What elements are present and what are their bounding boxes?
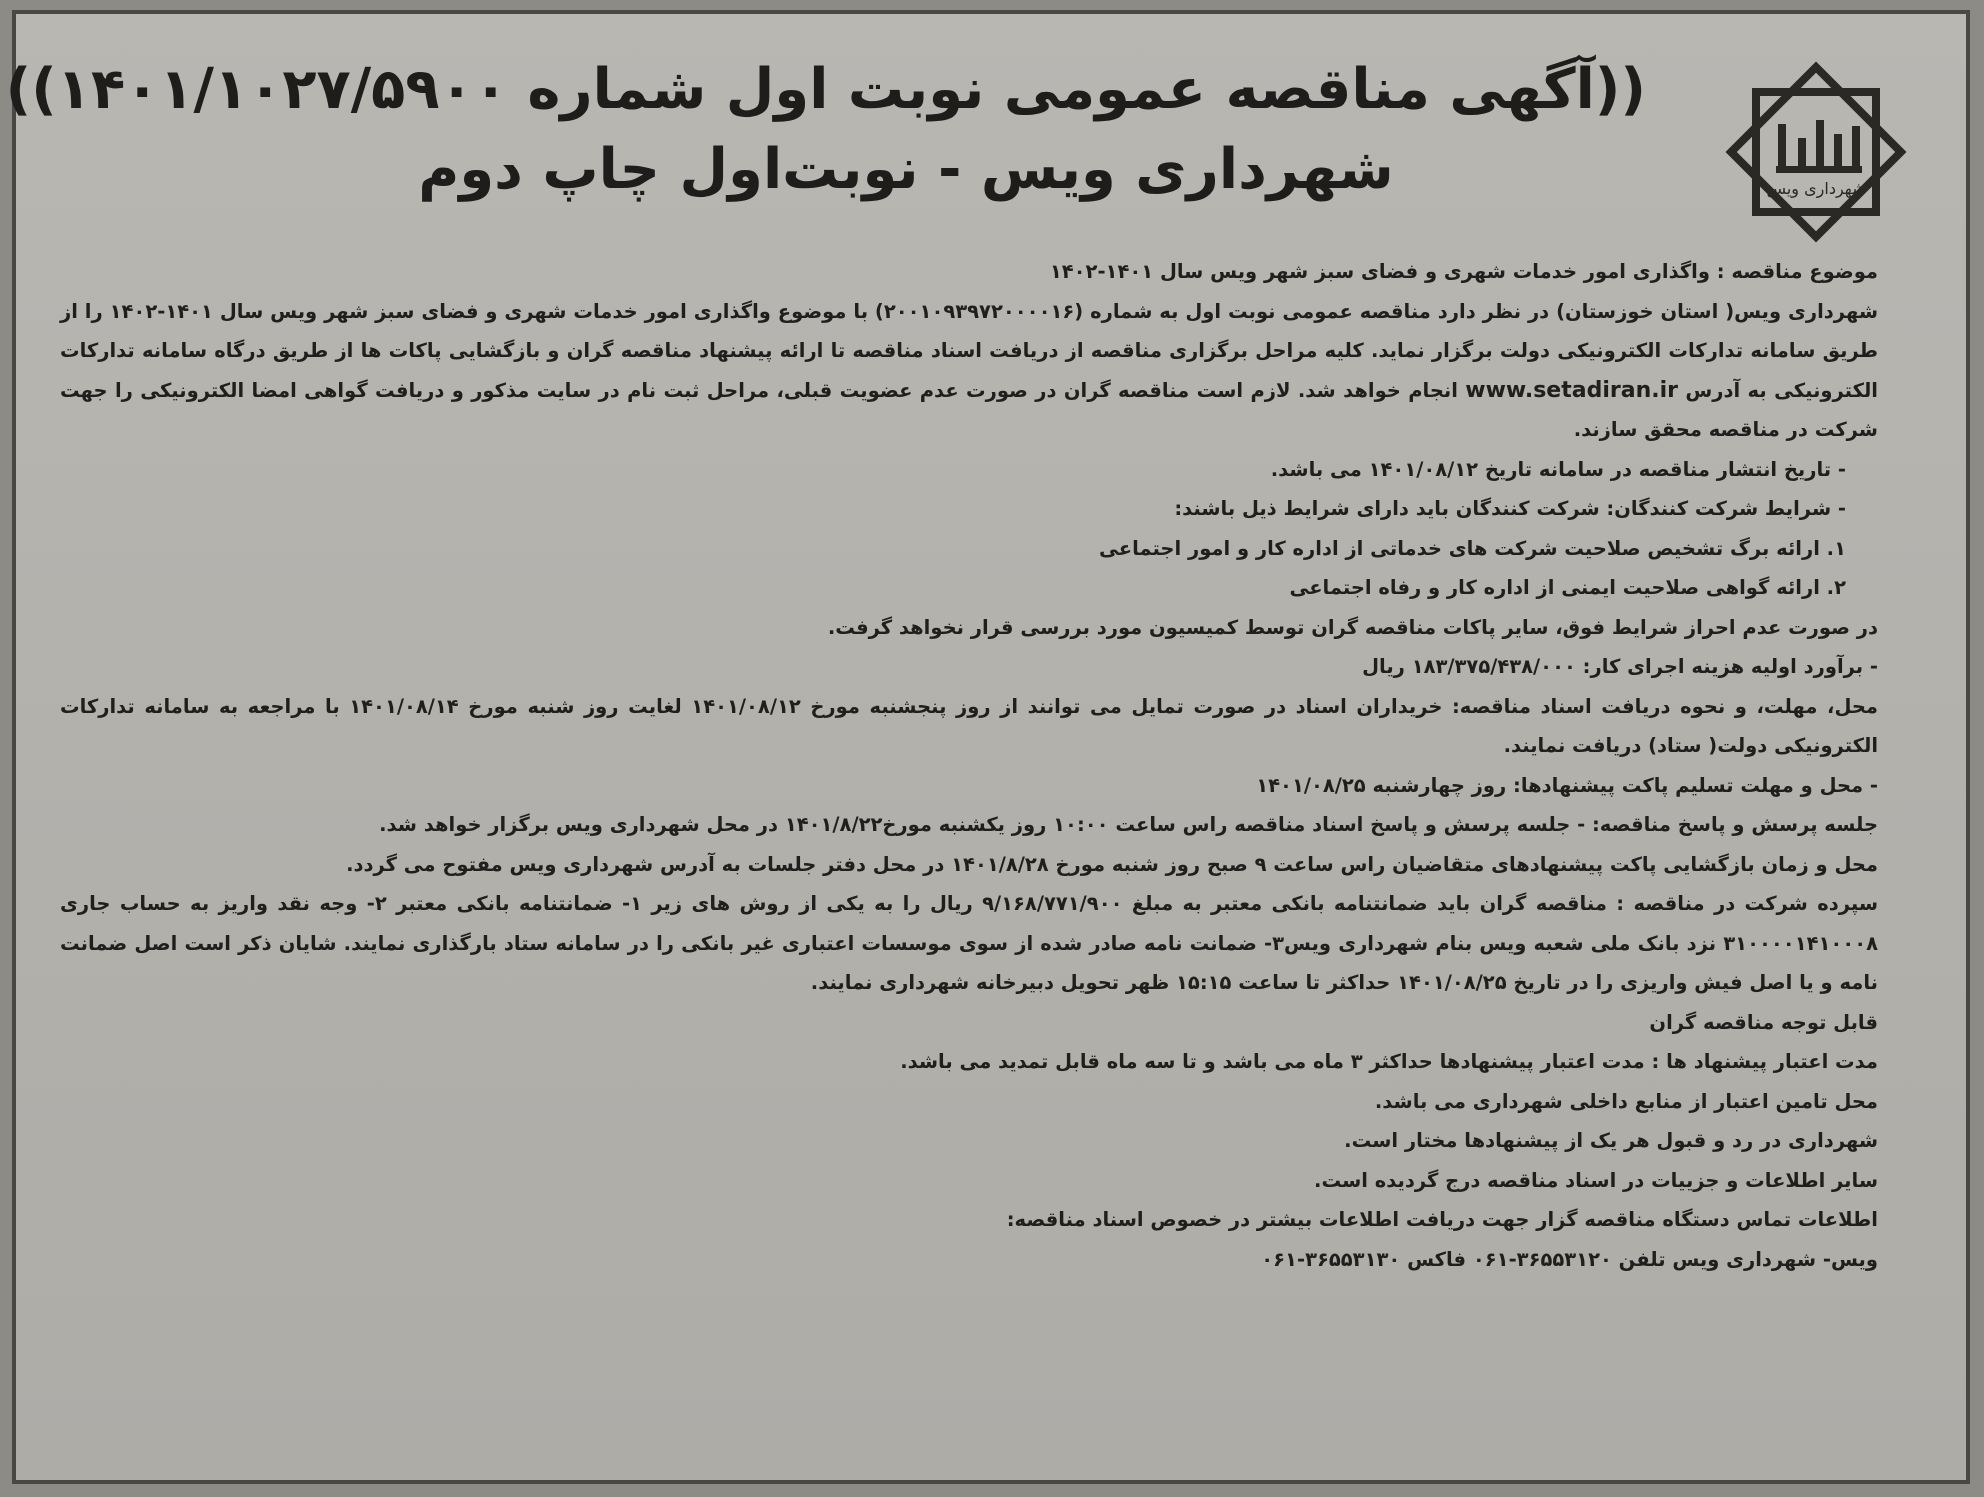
conditions-title: - شرایط شرکت کنندگان: شرکت کنندگان باید دارای شرایط ذیل باشند: (1174, 497, 1846, 520)
opening-session: محل و زمان بازگشایی پاکت پیشنهادهای متقاضیان راس ساعت ۹ صبح روز شنبه مورخ ۱۴۰۱/۸/۲۸ در محل دفتر جلسات به آدرس شهرداری ویس مفتوح می گردد. (346, 852, 1878, 876)
intro-text: شهرداری ویس( استان خوزستان) در نظر دارد مناقصه عمومی نوبت اول به شماره (۲۰۰۱۰۹۳۹۷۲۰۰۰۰۱۶) با موضوع واگذاری امور خدمات شهری و فضای سبز شهر ویس سال ۱۴۰۱-۱۴۰۲ را از طریق سامانه تدارکات الکترونیکی دولت برگزار نماید. کلیه مراحل برگزاری مناقصه از دریافت اسناد مناقصه تا ارائه پیشنهاد مناقصه گران و بازگشایی پاکات ها از طریق درگاه سامانه تدارکات الکترونیکی به آدرس (60, 299, 1878, 402)
notice-body (60, 252, 1878, 1279)
contact-details: ویس- شهرداری ویس تلفن ۳۶۵۵۳۱۲۰-۰۶۱ فاکس ۳۶۵۵۳۱۳۰-۰۶۱ (1261, 1247, 1878, 1271)
submission-deadline: - محل و مهلت تسلیم پاکت پیشنهادها: روز چهارشنبه ۱۴۰۱/۰۸/۲۵ (1256, 773, 1878, 797)
publish-date: - تاریخ انتشار مناقصه در سامانه تاریخ ۱۴۰۱/۰۸/۱۲ می باشد. (1270, 457, 1846, 481)
qa-session: جلسه پرسش و پاسخ مناقصه: - جلسه پرسش و پاسخ اسناد مناقصه راس ساعت ۱۰:۰۰ روز یکشنبه مورخ۱۴۰۱/۸/۲۲ در محل شهرداری ویس برگزار خواهد شد. (379, 813, 1878, 836)
website-link[interactable]: www.setadiran.ir (1465, 377, 1678, 403)
tender-notice-clipping (5, 10, 1970, 1484)
municipality-emblem-icon (1706, 42, 1926, 262)
validity-period: مدت اعتبار پیشنهاد ها : مدت اعتبار پیشنهادها حداکثر ۳ ماه می باشد و تا سه ماه قابل تمدید می باشد. (900, 1050, 1878, 1073)
other-info: سایر اطلاعات و جزییات در اسناد مناقصه درج گردیده است. (1314, 1168, 1878, 1192)
logo-caption: شهرداری ویس (1766, 179, 1866, 198)
subject: موضوع مناقصه : واگذاری امور خدمات شهری و فضای سبز شهر ویس سال ۱۴۰۱-۱۴۰۲ (1049, 260, 1878, 283)
notice-title-line: قابل توجه مناقصه گران (1649, 1010, 1878, 1034)
condition-2: ۲. ارائه گواهی صلاحیت ایمنی از اداره کار و رفاه اجتماعی (1289, 576, 1846, 599)
rights-reserved: شهرداری در رد و قبول هر یک از پیشنهادها مختار است. (1344, 1129, 1878, 1152)
notice-title (5, 54, 1646, 206)
intro-end-text: انجام خواهد شد. لازم است مناقصه گران در صورت عدم عضویت قبلی، مراحل ثبت نام در سایت مذکور و دریافت گواهی امضا الکترونیکی را جهت شرکت در مناقصه محقق سازند. (60, 378, 1878, 441)
title-line-2: شهرداری ویس - نوبت‌اول چاپ دوم (418, 137, 1394, 202)
cost-estimate: - برآورد اولیه هزینه اجرای کار: ۱۸۳/۳۷۵/۴۳۸/۰۰۰ ریال (1362, 655, 1878, 678)
documents-paragraph: محل، مهلت، و نحوه دریافت اسناد مناقصه: خریداران اسناد در صورت تمایل می توانند از روز پنجشنبه مورخ ۱۴۰۱/۰۸/۱۲ لغایت روز شنبه مورخ ۱۴۰۱/۰۸/۱۴ با مراجعه به سامانه تدارکات الکترونیکی دولت( ستاد) دریافت نمایند. (60, 694, 1878, 757)
intro-paragraph (60, 292, 1878, 450)
title-line-1: ((آگهی مناقصه عمومی نوبت اول شماره ۱۴۰۱/۱۰۲۷/۵۹۰۰)) (5, 57, 1646, 122)
funding-source: محل تامین اعتبار از منابع داخلی شهرداری می باشد. (1374, 1089, 1878, 1113)
condition-1: ۱. ارائه برگ تشخیص صلاحیت شرکت های خدماتی از اداره کار و امور اجتماعی (1099, 536, 1846, 560)
deposit-paragraph: سپرده شرکت در مناقصه : مناقصه گران باید ضمانتنامه بانکی معتبر به مبلغ ۹/۱۶۸/۷۷۱/۹۰۰ ریال را به یکی از روش های زیر ۱- ضمانتنامه بانکی معتبر ۲- وجه نقد واریز به حساب جاری ۳۱۰۰۰۰۱۴۱۰۰۰۸ نزد بانک ملی شعبه ویس بنام شهرداری ویس۳- ضمانت نامه صادر شده از سوی موسسات اعتباری غیر بانکی را در سامانه ستاد بارگذاری نمایند. شایان ذکر است اصل ضمانت نامه و یا اصل فیش واریزی را در تاریخ ۱۴۰۱/۰۸/۲۵ حداکثر تا ساعت ۱۵:۱۵ ظهر تحویل دبیرخانه شهرداری نمایند. (60, 892, 1879, 994)
rejection-note: در صورت عدم احراز شرایط فوق، سایر پاکات مناقصه گران توسط کمیسیون مورد بررسی قرار نخواهد گرفت. (827, 615, 1878, 639)
contact-title: اطلاعات تماس دستگاه مناقصه گزار جهت دریافت اطلاعات بیشتر در خصوص اسناد مناقصه: (1006, 1208, 1878, 1231)
